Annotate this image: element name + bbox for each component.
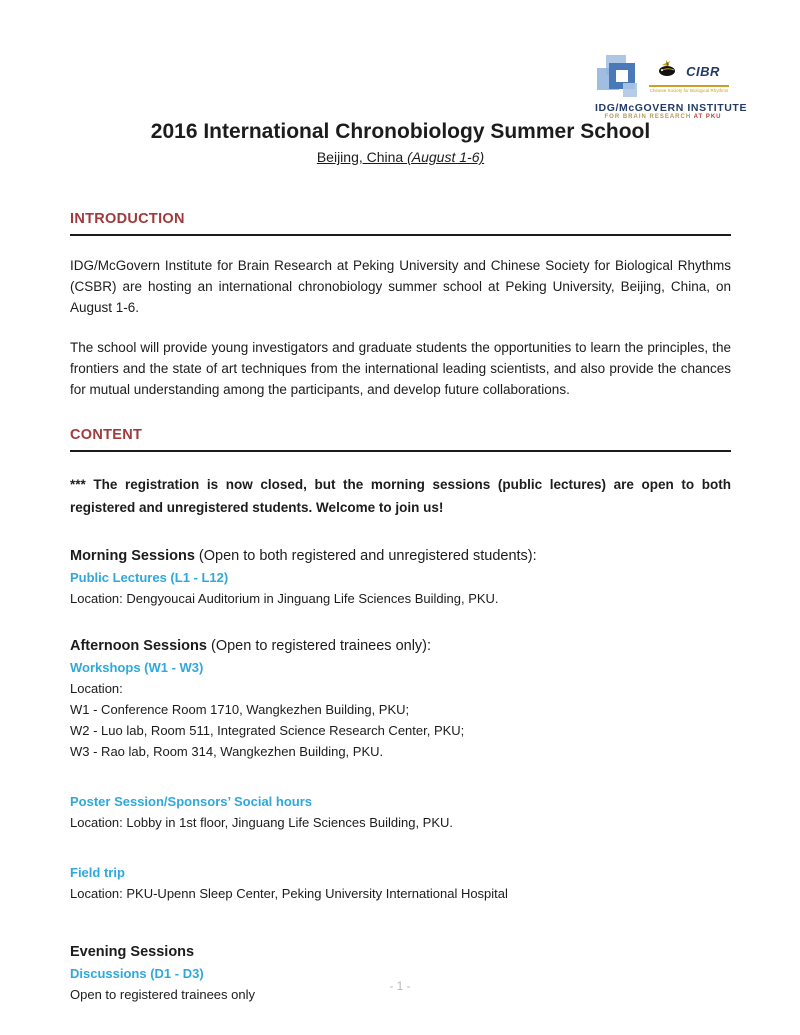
cibr-wordmark: CIBR xyxy=(686,64,720,79)
discussions-subheading: Discussions (D1 - D3) xyxy=(70,966,204,981)
field-trip-block xyxy=(70,863,731,904)
workshops-location-label: Location: xyxy=(70,681,123,696)
institute-subname-pku: AT PKU xyxy=(693,114,722,120)
poster-session-block xyxy=(70,792,731,833)
morning-sessions-title-bold: Morning Sessions xyxy=(70,548,195,564)
discussions-note: Open to registered trainees only xyxy=(70,987,255,1002)
poster-session-location: Location: Lobby in 1st floor, Jinguang Life Sciences Building, PKU. xyxy=(70,815,454,830)
registration-notice: *** The registration is now closed, but the morning sessions (public lectures) are open to both registered and unregistered students. Welcome to join us! xyxy=(70,477,731,515)
page-subtitle xyxy=(70,149,731,165)
morning-sessions-title-rest: (Open to both registered and unregistered students): xyxy=(194,548,537,564)
institute-name: IDG/McGOVERN INSTITUTE xyxy=(595,102,748,114)
subtitle-dates: (August 1-6) xyxy=(407,149,485,165)
introduction-heading: INTRODUCTION xyxy=(70,211,731,236)
field-trip-location: Location: PKU-Upenn Sleep Center, Peking University International Hospital xyxy=(70,886,508,901)
field-trip-subheading: Field trip xyxy=(70,865,125,880)
subtitle-location: Beijing, China xyxy=(316,149,408,165)
workshop-w3-location: W3 - Rao lab, Room 314, Wangkezhen Building, PKU. xyxy=(70,744,384,759)
afternoon-sessions-title-bold: Afternoon Sessions xyxy=(70,638,207,654)
afternoon-sessions-block xyxy=(70,636,731,762)
evening-sessions-block xyxy=(70,942,731,1005)
introduction-paragraph-2: The school will provide young investigators and graduate students the opportunities to learn the principles, the frontiers and the state of art techniques from the international leading scientists, and also provide the chances for mutual understanding among the participants, and develop future collaborations. xyxy=(70,340,731,397)
institute-subname-main: FOR BRAIN RESEARCH xyxy=(604,114,694,120)
evening-sessions-title xyxy=(70,942,731,963)
cibr-tagline: Chinese Society for Biological Rhythms xyxy=(649,88,729,93)
page-number: - 1 - xyxy=(389,979,411,993)
morning-sessions-block xyxy=(70,546,731,609)
morning-sessions-title xyxy=(70,546,731,567)
public-lectures-subheading: Public Lectures (L1 - L12) xyxy=(70,570,229,585)
workshop-w2-location: W2 - Luo lab, Room 511, Integrated Science Research Center, PKU; xyxy=(70,723,465,738)
afternoon-sessions-title-rest: (Open to registered trainees only): xyxy=(206,638,432,654)
introduction-paragraph-1: IDG/McGovern Institute for Brain Research at Peking University and Chinese Society for Biological Rhythms (CSBR) are hosting an international chronobiology summer school at Peking University, Beijing, China, on August 1-6. xyxy=(70,258,731,315)
page-title: 2016 International Chronobiology Summer School xyxy=(150,120,651,143)
poster-session-subheading: Poster Session/Sponsors’ Social hours xyxy=(70,794,313,809)
workshop-w1-location: W1 - Conference Room 1710, Wangkezhen Building, PKU; xyxy=(70,702,410,717)
evening-sessions-title-bold: Evening Sessions xyxy=(70,944,195,960)
public-lectures-location: Location: Dengyoucai Auditorium in Jinguang Life Sciences Building, PKU. xyxy=(70,591,499,606)
content-heading: CONTENT xyxy=(70,427,731,452)
afternoon-sessions-title xyxy=(70,636,731,657)
document-content xyxy=(70,0,748,1005)
workshops-subheading: Workshops (W1 - W3) xyxy=(70,660,204,675)
